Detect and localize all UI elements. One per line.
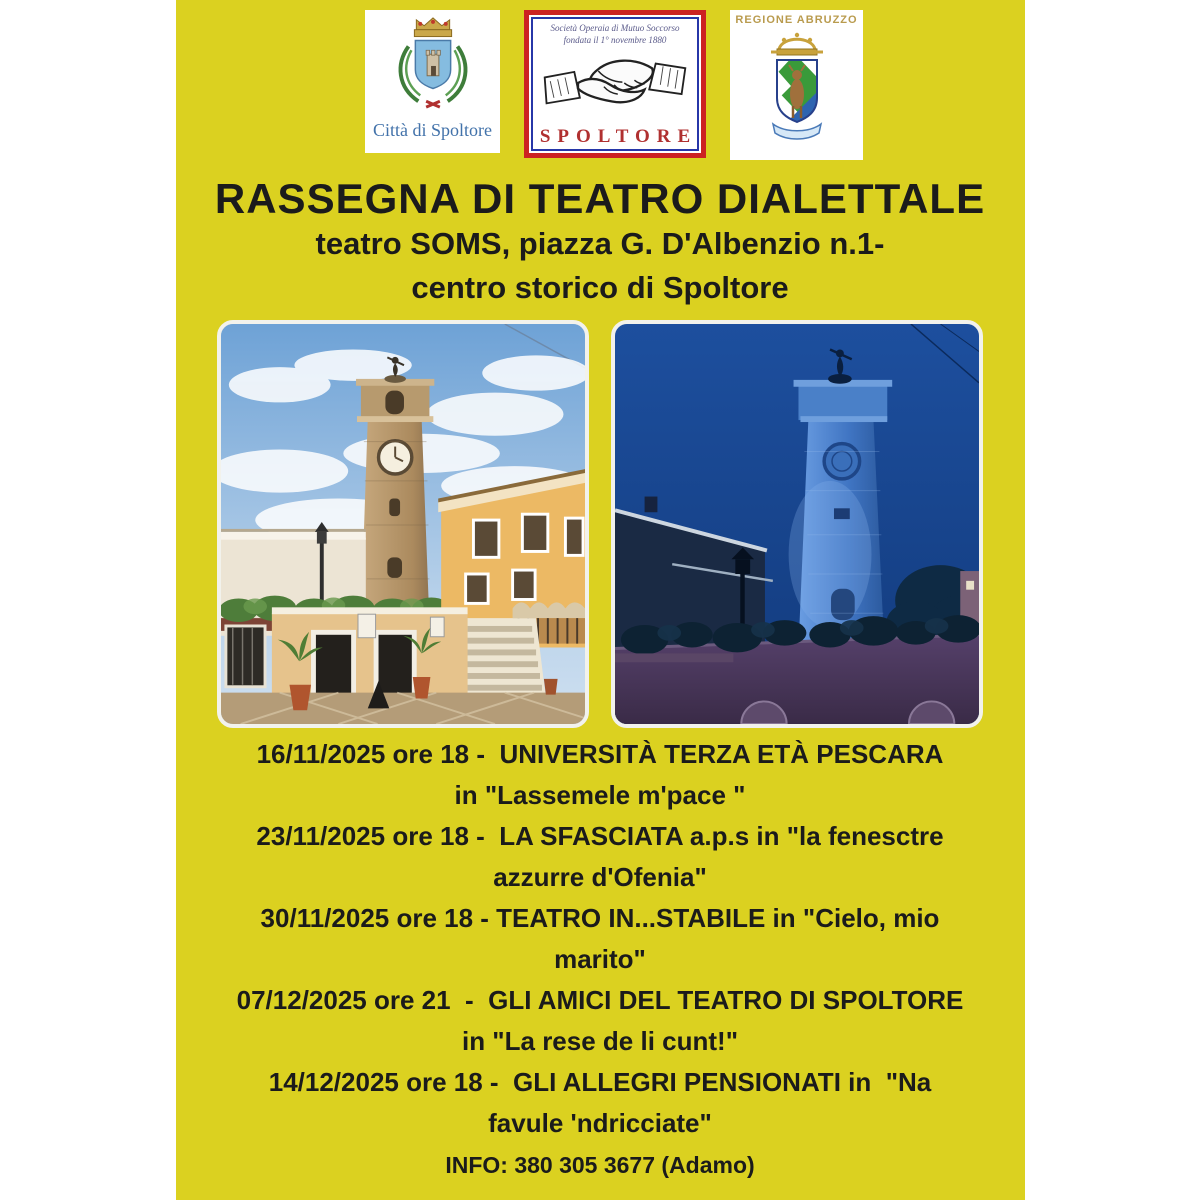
logo-abruzzo-caption: REGIONE ABRUZZO <box>735 14 858 26</box>
event-1-line-1: 16/11/2025 ore 18 - UNIVERSITÀ TERZA ETÀ PESCARA <box>256 739 944 769</box>
poster-title: RASSEGNA DI TEATRO DIALETTALE <box>214 175 986 222</box>
logo-soms-inner <box>531 17 699 151</box>
event-4-line-2: in "La rese de li cunt!" <box>461 1026 739 1056</box>
event-row <box>176 898 1025 980</box>
event-row <box>176 1062 1025 1144</box>
info-contact-line: INFO: 380 305 3677 (Adamo) <box>445 1152 755 1178</box>
regione-abruzzo-crest-icon <box>747 26 847 157</box>
event-4-line-1: 07/12/2025 ore 21 - GLI AMICI DEL TEATRO DI SPOLTORE <box>236 985 964 1015</box>
logo-citta-caption: Città di Spoltore <box>373 120 492 140</box>
logo-regione-abruzzo <box>730 10 863 160</box>
soms-society-line2: fondata il 1° novembre 1880 <box>563 34 667 45</box>
poster-subtitle-line1: teatro SOMS, piazza G. D'Albenzio n.1- <box>315 226 885 261</box>
event-3-line-1: 30/11/2025 ore 18 - TEATRO IN...STABILE in "Cielo, mio <box>260 903 940 933</box>
header-logo-row <box>176 10 1025 160</box>
soms-society-line1: Società Operaia di Mutuo Soccorso <box>550 23 680 33</box>
handshake-icon <box>540 46 690 125</box>
photo-spoltore-piazza-day <box>217 320 589 728</box>
photo-row <box>176 320 1025 728</box>
event-2-line-1: 23/11/2025 ore 18 - LA SFASCIATA a.p.s in "la fenesctre <box>256 821 944 851</box>
event-3-line-2: marito" <box>554 944 646 974</box>
event-1-line-2: in "Lassemele m'pace " <box>454 780 746 810</box>
event-row <box>176 734 1025 816</box>
logo-soms-caption: SPOLTORE <box>539 126 698 148</box>
event-5-line-2: favule 'ndricciate" <box>488 1108 712 1138</box>
theater-festival-poster <box>176 0 1025 1200</box>
photo-spoltore-tower-night <box>611 320 983 728</box>
citta-di-spoltore-crest-icon <box>379 15 487 118</box>
event-row <box>176 980 1025 1062</box>
logo-soms-spoltore <box>524 10 706 158</box>
poster-subtitle-line2: centro storico di Spoltore <box>411 270 789 305</box>
event-row <box>176 816 1025 898</box>
event-2-line-2: azzurre d'Ofenia" <box>493 862 707 892</box>
event-5-line-1: 14/12/2025 ore 18 - GLI ALLEGRI PENSIONATI in "Na <box>268 1067 932 1097</box>
event-list <box>176 734 1025 1144</box>
logo-citta-di-spoltore <box>365 10 500 153</box>
